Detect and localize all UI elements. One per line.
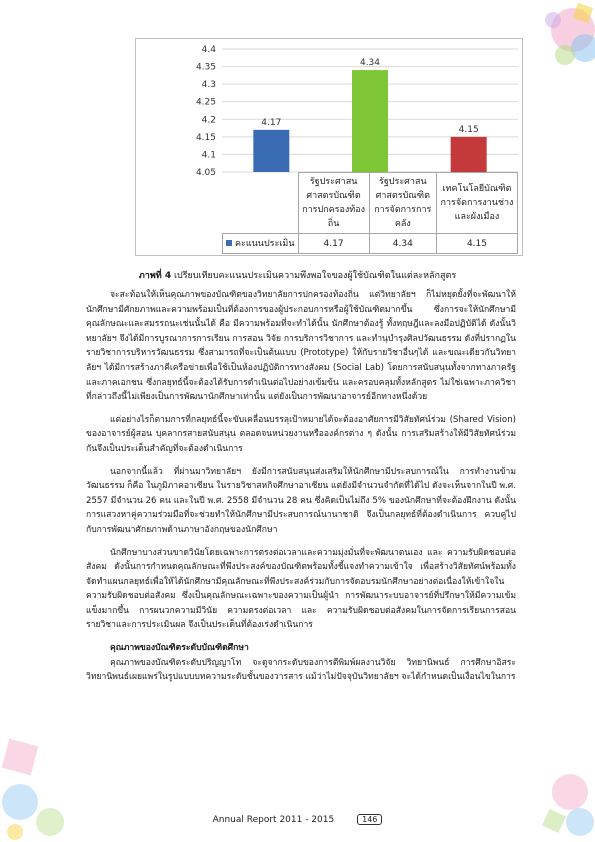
chart-data-table	[222, 172, 518, 254]
y-tick-label: 4.4	[201, 45, 216, 55]
table-value: 4.15	[436, 234, 517, 254]
figure-caption-text: เปรียบเทียบคะแนนประเมินความพึงพอใจของผู้ใช้บัณฑิตในแต่ละหลักสูตร	[171, 271, 457, 281]
legend-swatch	[226, 240, 232, 246]
paragraph: นอกจากนี้แล้ว ที่ผ่านมาวิทยาลัยฯ ยังมีการสนับสนุนส่งเสริมให้นักศึกษามีประสบการณ์ใน การทำงานข้ามวัฒนธรรม ก็คือ ในภูมิภาคอาเซียน ในรายวิชาสหกิจศึกษาอาเซียน แต่ยังมีจำนวนจำกัดที่ได้ไป ดังจะเห็นจากในปี พ.ศ. 2557 มีจำนวน 26 คน และในปี พ.ศ. 2558 มีจำนวน 28 คน ซึ่งคิดเป็นไม่ถึง 5% ของนักศึกษาที่จะต้องฝึกงาน ดังนั้นการแสวงหาคู่ความร่วมมือที่จะช่วยทำให้นักศึกษามีประสบการณ์นานาชาติ จึงเป็นกลยุทธ์ที่ต้องดำเนินการ ควบคู่ไปกับการพัฒนาศักยภาพด้านภาษาอังกฤษของนักศึกษา	[86, 466, 516, 535]
body-text	[86, 288, 516, 685]
paragraph: นักศึกษาบางส่วนขาดวินัยโดยเฉพาะการตรงต่อเวลาและความมุ่งมั่นที่จะพัฒนาตนเอง และ ความรับผิดชอบต่อสังคม ดังนั้นการกำหนดคุณลักษณะที่พึงประสงค์ของบัณฑิตพร้อมทั้งชี้แจงทำความเข้าใจ เพื่อสร้างวิสัยทัศน์พร้อมทั้งจัดทำแผนกลยุทธ์เพื่อให้ได้นักศึกษามีคุณลักษณะที่พึงประสงค์ร่วมกับการจัดอบรมนักศึกษาอย่างต่อเนื่องให้เข้าใจในความรับผิดชอบต่อสังคม ซึ่งเป็นคุณลักษณะเฉพาะของความเป็นผู้นำ การพัฒนาระบบอาจารย์ที่ปรึกษาให้มีความเข้มแข็งมากขึ้น การผนวกความมีวินัย ความตรงต่อเวลา และ ความรับผิดชอบต่อสังคมในการจัดการเรียนการสอนรายวิชาและการประเมินผล จึงเป็นประเด็นที่ต้องเร่งดำเนินการ	[86, 547, 516, 631]
paragraph: จะสะท้อนให้เห็นคุณภาพของบัณฑิตของวิทยาลัยการปกครองท้องถิ่น แต่วิทยาลัยฯ ก็ไม่หยุดยั้งที่จะพัฒนาให้นักศึกษามีศักยภาพและความพร้อมเป็นที่ต้องการของผู้ประกอบการหรือผู้ใช้บัณฑิตมากขึ้น ซึ่งการจะให้นักศึกษามีคุณลักษณะและสมรรถนะเช่นนั้นได้ คือ มีความพร้อมที่จะทำได้นั้น นักศึกษาต้องรู้ ทั้งทฤษฎีและลงมือปฏิบัติได้ ดังนั้นวิทยาลัยฯ จึงได้มีการบูรณาการการเรียน การสอน วิจัย การบริการวิชาการ และทำนุบำรุงศิลปวัฒนธรรม ดังที่ปรากฏในรายวิชาการบริหารวัฒนธรรม ซึ่งสามารถที่จะเป็นต้นแบบ (Prototype) ให้กับรายวิชาอื่นๆได้ และขณะเดียวกันวิทยาลัยฯ ได้มีการสร้างภาคีเครือข่ายเพื่อใช้เป็นห้องปฏิบัติการทางสังคม (Social Lab) โดยการสนับสนุนทั้งจากทางภาครัฐและภาคเอกชน ซึ่งกลยุทธ์นี้จะต้องได้รับการดำเนินต่อไปอย่างเข้มข้น และครอบคลุมทั้งหลักสูตร ไม่ใช่เฉพาะภาควิชา ที่กล่าวถึงนี้ไม่เพียงเป็นการพัฒนานักศึกษาเท่านั้น แต่ยังเป็นการพัฒนาอาจารย์อีกทางหนึ่งด้วย	[86, 290, 516, 403]
y-tick-label: 4.1	[201, 150, 216, 161]
page-footer	[0, 814, 595, 825]
y-tick-label: 4.05	[195, 168, 216, 178]
page-number: 146	[357, 814, 382, 825]
bar	[253, 130, 289, 172]
paragraph: คุณภาพของบัณฑิตระดับปริญญาโท จะดูจากระดับของการตีพิมพ์ผลงานวิจัย วิทยานิพนธ์ การศึกษาอิสระ วิทยานิพนธ์เผยแพร่ในรูปแบบบทความระดับชั้นของวารสาร แม้ว่าไม่ปัจจุบันวิทยาลัยฯ จะได้กำหนดเป็นเงื่อนไขในการ	[86, 657, 516, 683]
bar	[352, 70, 388, 172]
report-label: Annual Report 2011 - 2015	[212, 815, 335, 825]
corner-decoration-bottom-right	[535, 752, 595, 842]
corner-decoration-bottom-left	[0, 732, 80, 842]
table-corner	[223, 173, 299, 234]
bar-value-label: 4.34	[359, 58, 381, 69]
y-tick-label: 4.3	[201, 80, 216, 91]
category-label: เทคโนโลยีบัณฑิต การจัดการงานช่างและผังเมือง	[436, 173, 517, 234]
bar	[451, 137, 487, 172]
figure-caption-label: ภาพที่ 4	[138, 271, 172, 281]
bar-chart	[135, 38, 523, 256]
section-heading: คุณภาพของบัณฑิตระดับบัณฑิตศึกษา	[110, 643, 249, 654]
corner-decoration-top-right	[525, 0, 595, 90]
paragraph: แต่อย่างไรก็ตามการที่กลยุทธ์นี้จะขับเคลื่อนบรรลุเป้าหมายได้จะต้องอาศัยการมีวิสัยทัศน์ร่วม (Shared Vision) ของอาจารย์ผู้สอน บุคลากรสายสนับสนุน ตลอดจนหน่วยงานหรือองค์กรต่าง ๆ ดังนั้น การเสริมสร้างให้มีวิสัยทัศน์ร่วมกันจึงเป็นประเด็นสำคัญที่จะต้องดำเนินการ	[86, 414, 516, 454]
figure-caption	[0, 268, 595, 282]
y-tick-label: 4.25	[195, 97, 216, 108]
category-label: รัฐประศาสนศาสตรบัณฑิต การจัดการการคลัง	[369, 173, 436, 234]
table-value: 4.17	[298, 234, 369, 254]
y-tick-label: 4.2	[201, 115, 216, 126]
category-label: รัฐประศาสนศาสตรบัณฑิต การปกครองท้องถิ่น	[298, 173, 369, 234]
bar-value-label: 4.15	[458, 124, 479, 135]
y-tick-label: 4.35	[195, 62, 216, 73]
table-value: 4.34	[369, 234, 436, 254]
bar-value-label: 4.17	[261, 117, 282, 128]
legend-entry	[223, 234, 299, 254]
y-tick-label: 4.15	[195, 132, 216, 143]
legend-label: คะแนนประเมิน	[235, 238, 295, 249]
